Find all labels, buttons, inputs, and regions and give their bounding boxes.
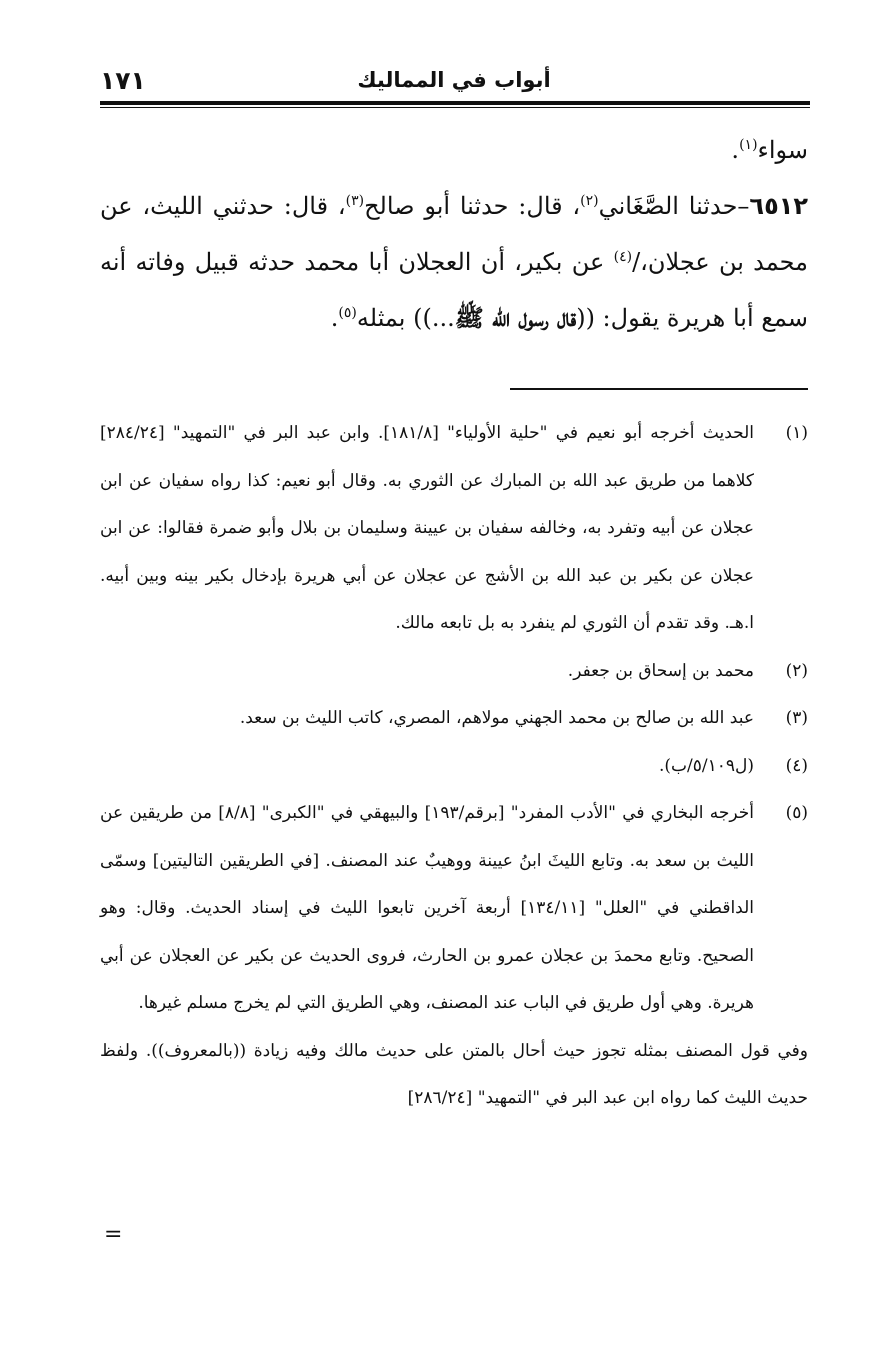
line-text: سواء xyxy=(757,136,808,164)
footnote-label: (١) xyxy=(785,423,808,443)
footnote xyxy=(100,743,808,791)
footnote-continuation: وفي قول المصنف بمثله تجوز حيث أحال بالمتن على حديث مالك وفيه زيادة ((بالمعروف)). ولفظ حديث الليث كما رواه ابن عبد البر في "التمهيد" [٢٨٦/٢٤] xyxy=(100,1040,808,1108)
footnote-label: (٢) xyxy=(785,660,808,681)
hadith-text-e: ...)) بمثله xyxy=(356,304,455,332)
footnotes xyxy=(100,410,808,1123)
hadith-text-b: ، قال: حدثنا أبو صالح xyxy=(364,192,581,220)
footnote-label: (٣) xyxy=(785,708,808,728)
hadith-end: . xyxy=(330,304,339,332)
prophet-quote: قال رسول الله ﷺ xyxy=(454,303,577,332)
footnote-ref: (٣) xyxy=(345,193,365,209)
footnote-ref: (١) xyxy=(739,137,758,153)
footnote-label: (٥) xyxy=(785,803,808,823)
footnote-text: (ل٥/١٠٩/ب). xyxy=(658,755,754,776)
footnote-text: أخرجه البخاري في "الأدب المفرد" [برقم/١٩٣] والبيهقي في "الكبرى" [٨/٨] من طريقين عن الليث بن سعد به. وتابع الليثَ ابنُ عيينة ووهيبٌ عند المصنف. [في الطريقين التاليتين] وسمّى الداقطني في "العلل" [١٣٤/١١] أربعة آخرين تابعوا الليث في إسناد الحديث. وقال: وهو الصحيح. وتابع محمدَ بن عجلان عمرو بن الحارث، فروى الحديث عن بكير عن العجلان عن أبي هريرة. وهي أول طريق في الباب عند المصنف، وهي الطريق التي لم يخرج مسلم غيرها. xyxy=(100,803,754,1013)
footnote-label: (٤) xyxy=(785,755,808,776)
footnote-ref: (٢) xyxy=(580,193,599,209)
footnote-separator xyxy=(510,388,808,390)
hadith-text-d: عن بكير، أن العجلان أبا محمد حدثه قبيل وفاته أنه سمع أبا هريرة يقول: (( xyxy=(100,248,808,332)
footnote-ref: (٥) xyxy=(338,305,357,321)
hadith-paragraph xyxy=(100,178,808,346)
footnote-text: عبد الله بن صالح بن محمد الجهني مولاهم، المصري، كاتب الليث بن سعد. xyxy=(239,708,754,728)
line-end: . xyxy=(731,136,740,164)
footnote-text: الحديث أخرجه أبو نعيم في "حلية الأولياء" [١٨١/٨]. وابن عبد البر في "التمهيد" [٢٨٤/٢٤] كلاهما من طريق عبد الله بن المبارك عن الثوري به. وقال أبو نعيم: كذا رواه سفيان عن ابن عجلان عن أبيه وتفرد به، وخالفه سفيان بن عيينة وسليمان بن بلال وأبو ضمرة فقالوا: عن ابن عجلان عن بكير بن عبد الله بن الأشج عن عجلان عن أبي هريرة بإدخال بكير بينه وبين أبيه. ا.هـ. وقد تقدم أن الثوري لم ينفرد به بل تابعه مالك. xyxy=(100,423,754,633)
header-rule-thick xyxy=(100,101,810,105)
footnote xyxy=(100,790,808,1028)
running-header xyxy=(100,66,808,100)
page-number: ١٧١ xyxy=(100,66,146,95)
footnote xyxy=(100,648,808,696)
continued-line xyxy=(100,122,808,178)
hadith-text-a: –حدثنا الصَّغَاني xyxy=(598,192,750,220)
footnote xyxy=(100,695,808,743)
footnote-text: محمد بن إسحاق بن جعفر. xyxy=(567,660,754,681)
footnote xyxy=(100,410,808,648)
hadith-text-c: ، قال: حدثني الليث، عن محمد بن عجلان،/ xyxy=(100,192,809,276)
footnote-ref: (٤) xyxy=(613,249,633,265)
continuation-mark: = xyxy=(104,1222,123,1247)
main-text xyxy=(100,122,808,346)
header-title: أبواب في المماليك xyxy=(357,68,551,92)
hadith-number: ٦٥١٢ xyxy=(749,192,809,220)
header-rule-thin xyxy=(100,107,810,108)
